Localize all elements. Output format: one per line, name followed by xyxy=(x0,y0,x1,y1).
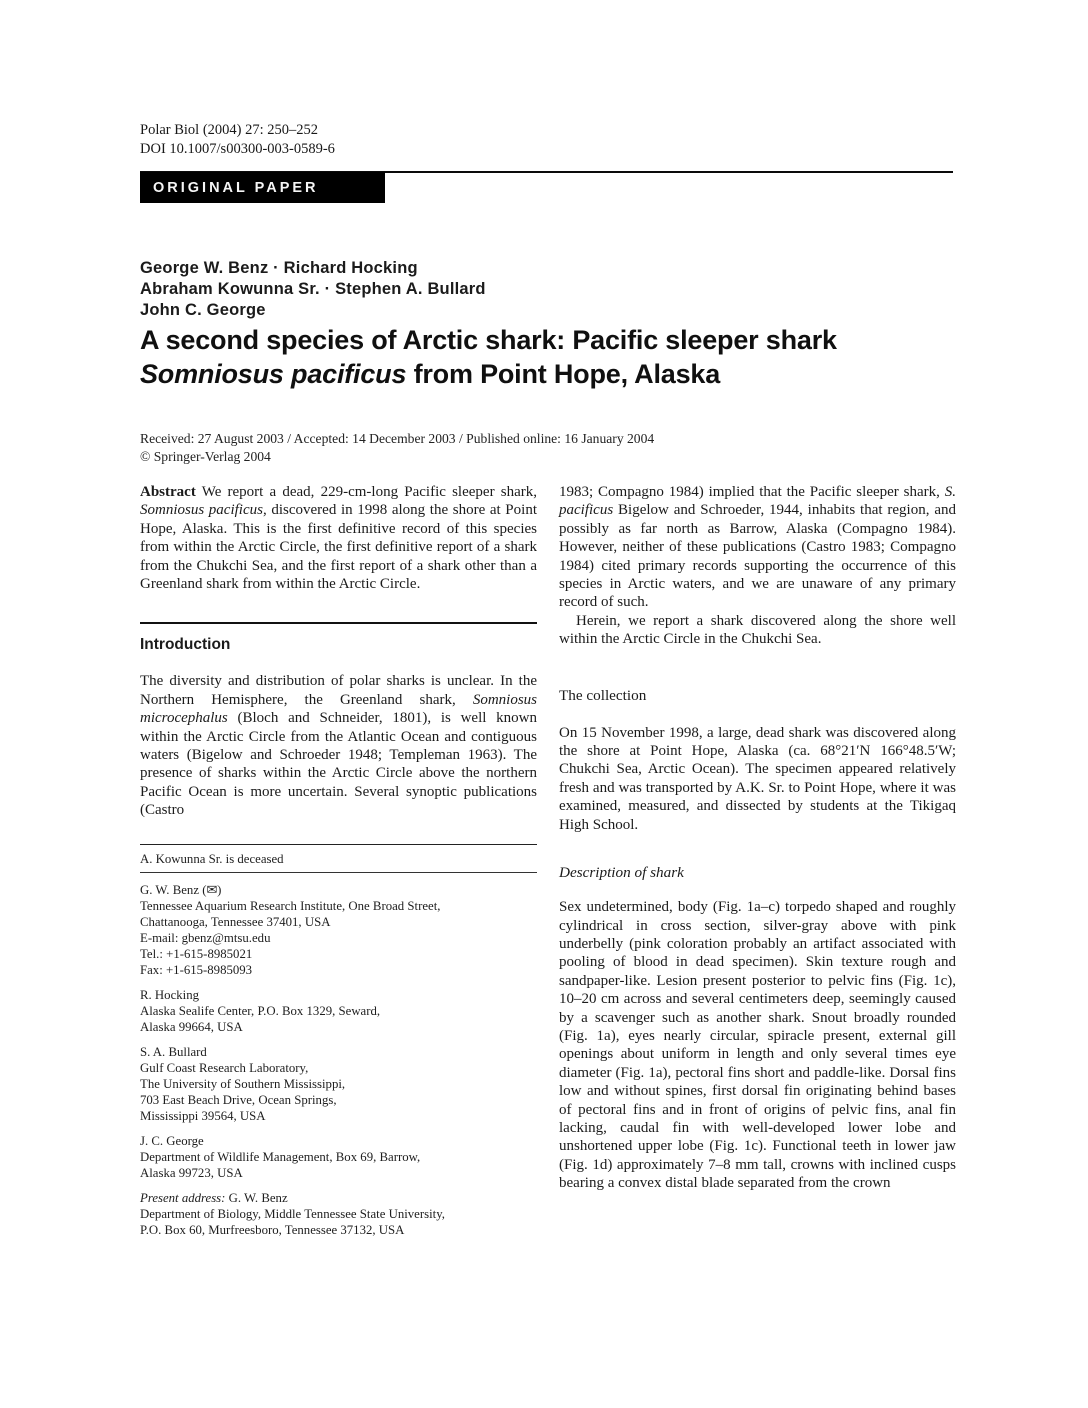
collection-paragraph: On 15 November 1998, a large, dead shark was discovered along the shore at Point Hope, Alaska (ca. 68°21′N 166°48.5′W; Chukchi Sea, Arctic Ocean). The specimen appeared relatively fresh and was transported by A.K. Sr. to Point Hope, where it was examined, measured, and dissected by students at the Tikigaq High School. xyxy=(559,724,956,833)
herein-paragraph: Herein, we report a shark discovered along the shore well within the Arctic Circle in the Chukchi Sea. xyxy=(559,612,956,648)
received-accepted-line: Received: 27 August 2003 / Accepted: 14 December 2003 / Published online: 16 January 2004 xyxy=(140,431,655,446)
body-columns xyxy=(140,483,956,1238)
title-line-1: A second species of Arctic shark: Pacific sleeper shark xyxy=(140,325,837,355)
section-divider-rule xyxy=(140,622,537,624)
introduction-paragraph: The diversity and distribution of polar sharks is unclear. In the Northern Hemisphere, the Greenland shark, Somniosus microcephalus (Bloch and Schneider, 1801), is well known within the Arctic Circle from the Atlantic Ocean and contiguous waters (Bigelow and Schroeder 1948; Templeman 1963). The presence of sharks within the Arctic Circle above the northern Pacific Ocean is more uncertain. Several synoptic publications (Castro xyxy=(140,673,537,819)
footnote-block-bullard: S. A. Bullard Gulf Coast Research Laboratory, The University of Southern Mississippi, 703 East Beach Drive, Ocean Springs, Mississippi 39564, USA xyxy=(140,1044,346,1123)
deceased-note: A. Kowunna Sr. is deceased xyxy=(140,851,284,866)
section-heading-introduction: Introduction xyxy=(140,636,231,654)
copyright-line: © Springer-Verlag 2004 xyxy=(140,449,271,464)
footnote-rule-top xyxy=(140,844,537,845)
footnote-block-benz: G. W. Benz (✉) Tennessee Aquarium Research Institute, One Broad Street, Chattanooga, Tennessee 37401, USA E-mail: gbenz@mtsu.edu Tel.: +1-615-8985021 Fax: +1-615-8985093 xyxy=(140,882,441,977)
section-heading-collection: The collection xyxy=(559,686,647,704)
footnote-block-hocking: R. Hocking Alaska Sealife Center, P.O. Box 1329, Seward, Alaska 99664, USA xyxy=(140,987,381,1034)
publication-dates-block xyxy=(140,430,654,466)
authors-block xyxy=(140,258,486,321)
journal-header xyxy=(140,121,335,159)
journal-citation: Polar Biol (2004) 27: 250–252 xyxy=(140,122,319,138)
abstract-paragraph: Abstract We report a dead, 229-cm-long Pacific sleeper shark, Somniosus pacificus, discovered in 1998 along the shore at Point Hope, Alaska. This is the first definitive record of this species from within the Arctic Circle, the first definitive report of a shark from the Chukchi Sea, and the first report of a shark other than a Greenland shark from within the Arctic Circle. xyxy=(140,484,537,593)
original-paper-banner xyxy=(140,172,385,203)
intro-continued-paragraph: 1983; Compagno 1984) implied that the Pacific sleeper shark, S. pacificus Bigelow and Schroeder, 1944, inhabits that region, and possibly as far north as Barrow, Alaska (Compagno 1984). However, neither of these publications (Castro 1983; Compagno 1984) cited primary records supporting the occurrence of this species in Arctic waters, and we are unaware of any primary record of such. xyxy=(559,484,956,611)
paper-title xyxy=(140,324,837,391)
author-line-1: George W. Benz · Richard Hocking xyxy=(140,259,418,277)
right-column xyxy=(559,483,956,1238)
author-line-2: Abraham Kowunna Sr. · Stephen A. Bullard xyxy=(140,280,486,298)
author-line-3: John C. George xyxy=(140,301,266,319)
description-paragraph: Sex undetermined, body (Fig. 1a–c) torpedo shaped and roughly cylindrical in cross section, silver-gray above with pink underbelly (pink coloration probably an artifact associated with pooling of blood in dead specimen). Skin texture rough and sandpaper-like. Lesion present posterior to pelvic fins (Fig. 1c), 10–20 cm across and several centimeters deep, seemingly caused by a scavenger such as another shark. Snout broadly rounded (Fig. 1a), eyes nearly circular, spiracle present, external gill openings about uniform in length and only several times eye diameter (Fig. 1a), pectoral fins short and paddle-like. Dorsal fins low and without spines, first dorsal fin originating behind bases of pectoral fins and in front of origins of pelvic fins, anal fin lacking, caudal fin with well-developed lower lobe and unshortened upper lobe (Fig. 1c). Functional teeth in lower jaw (Fig. 1d) approximately 7–8 mm tall, crowns with inclined cusps bearing a convex distal blade separated from the crown xyxy=(559,899,956,1192)
footnote-block-george: J. C. George Department of Wildlife Management, Box 69, Barrow, Alaska 99723, USA xyxy=(140,1133,421,1180)
banner-label: ORIGINAL PAPER xyxy=(153,179,319,196)
section-heading-description: Description of shark xyxy=(559,864,684,882)
footnote-rule-inner xyxy=(140,872,537,873)
footnotes-area xyxy=(140,844,537,1238)
journal-doi: DOI 10.1007/s00300-003-0589-6 xyxy=(140,141,335,157)
title-line-2: Somniosus pacificus from Point Hope, Alaska xyxy=(140,358,721,389)
left-column xyxy=(140,483,537,1238)
footnote-block-present-address: Present address: G. W. Benz Department of Biology, Middle Tennessee State University, P.O. Box 60, Murfreesboro, Tennessee 37132, USA xyxy=(140,1190,445,1237)
